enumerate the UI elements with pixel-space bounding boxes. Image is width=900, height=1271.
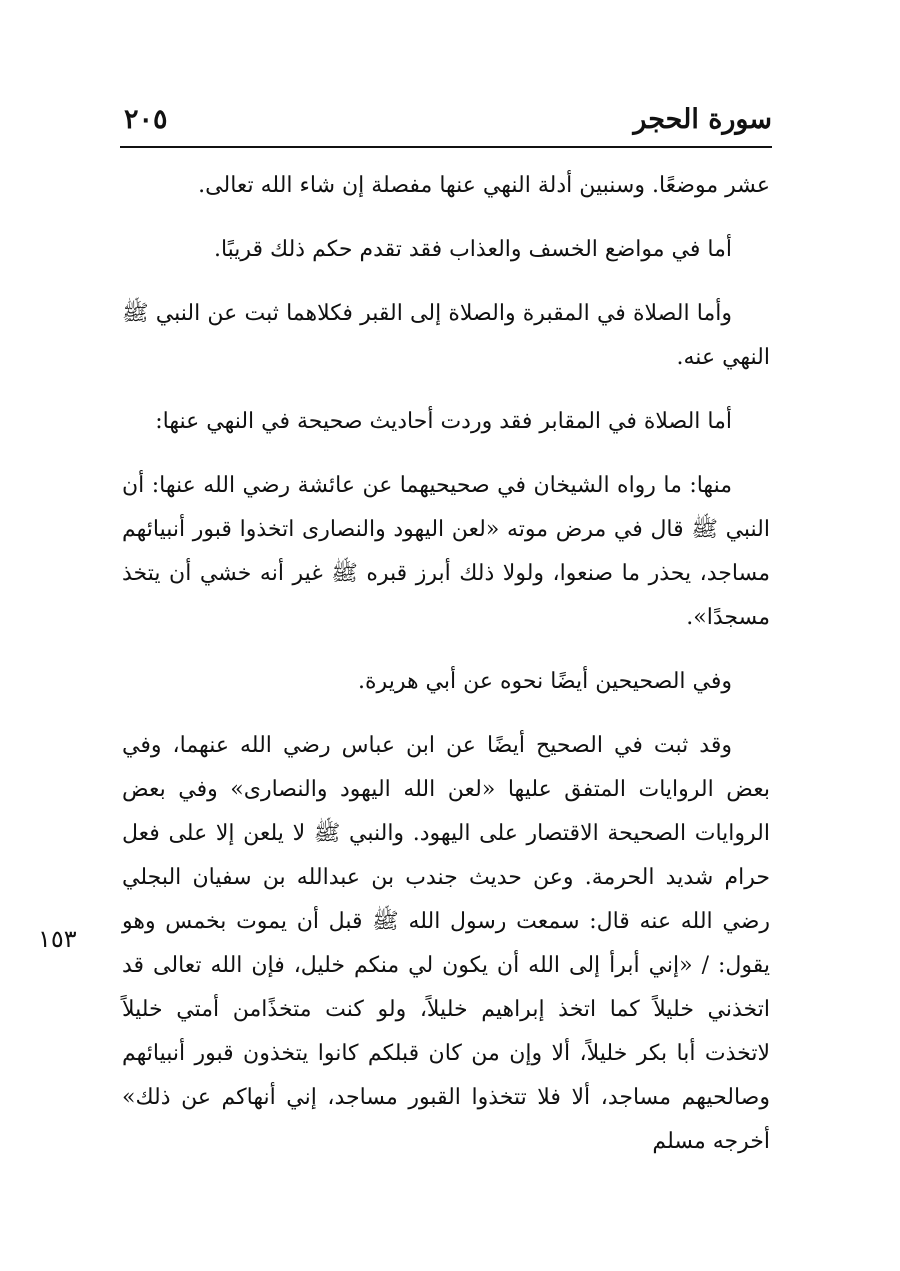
paragraph-3: وأما الصلاة في المقبرة والصلاة إلى القبر فكلاهما ثبت عن النبي ﷺ النهي عنه. <box>122 301 770 370</box>
paragraph-1: عشر موضعًا. وسنبين أدلة النهي عنها مفصلة إن شاء الله تعالى. <box>198 173 770 198</box>
body-text <box>122 164 770 1176</box>
paragraph-2: أما في مواضع الخسف والعذاب فقد تقدم حكم ذلك قريبًا. <box>213 237 732 262</box>
paragraph-5: منها: ما رواه الشيخان في صحيحيهما عن عائشة رضي الله عنها: أن النبي ﷺ قال في مرض موته «لعن اليهود والنصارى اتخذوا قبور أنبيائهم مساجد، يحذر ما صنعوا، ولولا ذلك أبرز قبره ﷺ غير أنه خشي أن يتخذ مسجدًا». <box>122 473 770 630</box>
paragraph-7: وقد ثبت في الصحيح أيضًا عن ابن عباس رضي الله عنهما، وفي بعض الروايات المتفق عليها «لعن الله اليهود والنصارى» وفي بعض الروايات الصحيحة الاقتصار على اليهود. والنبي ﷺ لا يلعن إلا على فعل حرام شديد الحرمة. وعن حديث جندب بن عبدالله بن سفيان البجلي رضي الله عنه قال: سمعت رسول الله ﷺ قبل أن يموت بخمس وهو يقول: / «إني أبرأ إلى الله أن يكون لي منكم خليل، فإن الله تعالى قد اتخذني خليلاً كما اتخذ إبراهيم خليلاً، ولو كنت متخذًامن أمتي خليلاً لاتخذت أبا بكر خليلاً، ألا وإن من كان قبلكم كانوا يتخذون قبور أنبيائهم وصالحيهم مساجد، ألا فلا تتخذوا القبور مساجد، إني أنهاكم عن ذلك» أخرجه مسلم <box>122 733 770 1154</box>
header-divider-rule <box>120 146 772 148</box>
margin-page-marker: ١٥٣ <box>38 925 77 953</box>
page-number: ٢٠٥ <box>124 104 168 135</box>
running-head-surah-title: سورة الحجر <box>633 104 772 135</box>
paragraph-6: وفي الصحيحين أيضًا نحوه عن أبي هريرة. <box>358 669 732 694</box>
page-header <box>120 98 772 146</box>
paragraph-4: أما الصلاة في المقابر فقد وردت أحاديث صحيحة في النهي عنها: <box>155 409 732 434</box>
